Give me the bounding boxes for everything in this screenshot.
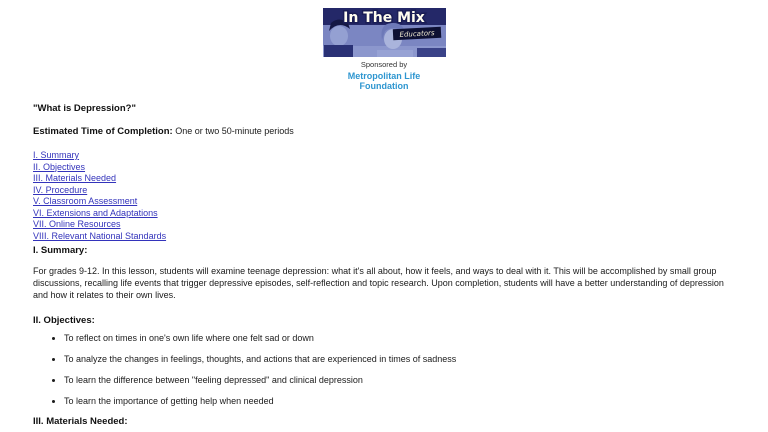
objectives-list — [33, 332, 735, 407]
toc-link-objectives[interactable]: II. Objectives — [33, 161, 86, 172]
materials-heading: III. Materials Needed: — [33, 416, 128, 427]
objectives-heading: II. Objectives: — [33, 315, 95, 326]
boy-shoulders — [324, 45, 353, 57]
toc-link-national-standards[interactable]: VIII. Relevant National Standards — [33, 230, 167, 241]
toc-link-classroom-assessment[interactable]: V. Classroom Assessment — [33, 196, 138, 206]
desk-shape — [417, 48, 446, 57]
girl-shoulders — [377, 50, 413, 57]
in-the-mix-logo-image[interactable] — [323, 8, 446, 57]
estimated-time-line — [33, 125, 735, 138]
sponsor-name-line2: Foundation — [359, 81, 409, 91]
summary-heading: I. Summary: — [33, 245, 88, 256]
lesson-content — [0, 103, 768, 428]
objective-item: • To reflect on times in one's own life where one felt sad or down — [64, 332, 735, 344]
logo-title-text: In The Mix — [342, 10, 425, 26]
page-header — [0, 0, 768, 91]
table-of-contents — [33, 150, 735, 242]
logo-subtitle-text: Educators — [398, 29, 435, 39]
estimated-time-label: Estimated Time of Completion: — [33, 126, 173, 137]
summary-paragraph: For grades 9-12. In this lesson, students will examine teenage depression: what it's all about, how it feels, and ways to deal with it. This will be accomplished by small group discussions, recalling life events that trigger depressive episodes, self-reflection and topic research. Upon completion, students will have a better understanding of depression and how it relates to their own lives. — [33, 266, 724, 300]
toc-link-extensions-adaptations[interactable]: VI. Extensions and Adaptations — [33, 207, 158, 218]
objective-item: • To learn the difference between "feeling depressed" and clinical depression — [64, 374, 735, 386]
page-title: "What is Depression?" — [33, 103, 136, 114]
boy-face — [330, 26, 348, 46]
sponsor-name — [0, 71, 768, 91]
sponsor-name-line1: Metropolitan Life — [347, 71, 421, 81]
toc-link-materials-needed[interactable]: III. Materials Needed — [33, 173, 117, 183]
objective-item: • To learn the importance of getting help when needed — [64, 395, 735, 407]
toc-link-summary[interactable]: I. Summary — [33, 150, 80, 160]
estimated-time-value: One or two 50-minute periods — [175, 126, 294, 136]
toc-link-procedure[interactable]: IV. Procedure — [33, 184, 88, 195]
objective-item: • To analyze the changes in feelings, thoughts, and actions that are experienced in times of sadness — [64, 353, 735, 365]
sponsored-by-label: Sponsored by — [360, 60, 408, 69]
toc-link-online-resources[interactable]: VII. Online Resources — [33, 219, 121, 229]
